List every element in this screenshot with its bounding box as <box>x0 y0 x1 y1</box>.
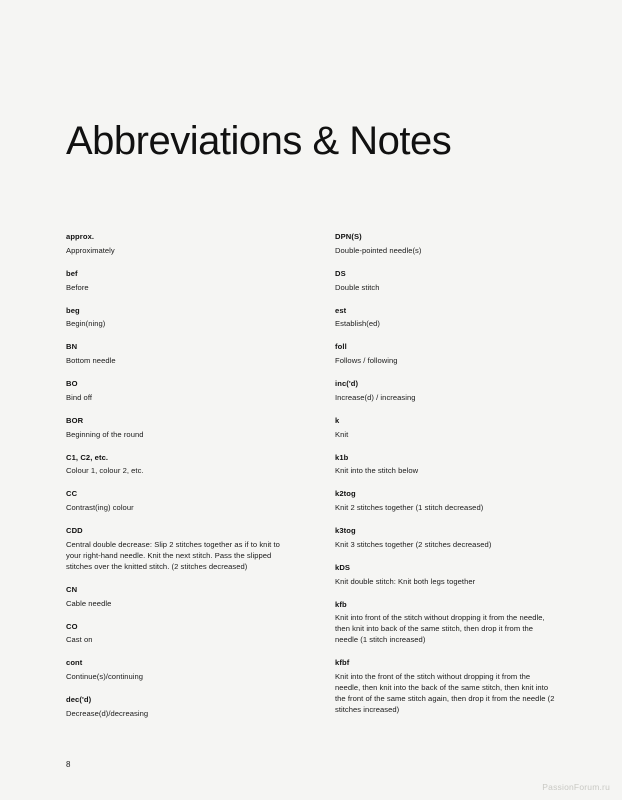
abbreviation-entry <box>66 232 288 256</box>
abbreviation-definition: Decrease(d)/decreasing <box>66 708 149 718</box>
abbreviation-entry <box>66 269 288 293</box>
abbreviation-entry <box>335 379 557 403</box>
abbreviation-definition: Cast on <box>66 635 93 645</box>
abbreviation-definition: Double stitch <box>335 282 380 292</box>
abbreviation-definition: Knit into the stitch below <box>335 466 419 476</box>
abbreviation-term: kDS <box>335 562 351 572</box>
abbreviation-definition: Knit double stitch: Knit both legs together <box>335 576 476 586</box>
abbreviation-definition: Knit into front of the stitch without dropping it from the needle, then knit into back of the same stitch, then drop it from the needle (1 stitch increased) <box>335 613 545 645</box>
abbreviations-column-left <box>66 232 288 732</box>
abbreviation-term: beg <box>66 305 80 315</box>
abbreviation-definition: Knit 2 stitches together (1 stitch decreased) <box>335 503 484 512</box>
watermark: PassionForum.ru <box>542 782 610 792</box>
abbreviation-entry <box>335 563 557 587</box>
abbreviation-entry <box>66 342 288 366</box>
abbreviation-definition: Central double decrease: Slip 2 stitches together as if to knit to your right-hand needle. Knit the next stitch. Pass the slipped stitches over the knitted stitch. (2 stitches decreased) <box>66 539 280 571</box>
abbreviation-term: k2tog <box>335 489 356 499</box>
abbreviation-term: CDD <box>66 526 83 535</box>
abbreviation-entry <box>335 306 557 330</box>
abbreviation-term: k1b <box>335 452 349 462</box>
abbreviation-entry <box>335 600 557 646</box>
abbreviation-definition: Follows / following <box>335 356 398 365</box>
abbreviation-entry <box>66 695 288 719</box>
abbreviation-term: kfbf <box>335 658 350 668</box>
abbreviation-entry <box>66 416 288 440</box>
abbreviation-entry <box>335 269 557 293</box>
page-number: 8 <box>66 760 71 769</box>
abbreviation-entry <box>335 232 557 256</box>
abbreviation-term: cont <box>66 658 83 668</box>
abbreviation-entry <box>66 585 288 609</box>
abbreviation-definition: Approximately <box>66 245 115 255</box>
abbreviation-term: C1, C2, etc. <box>66 452 109 462</box>
abbreviation-entry <box>66 658 288 682</box>
abbreviation-term: BOR <box>66 415 84 425</box>
abbreviation-term: foll <box>335 342 347 352</box>
abbreviation-definition: Before <box>66 282 89 292</box>
abbreviation-term: DS <box>335 268 346 278</box>
abbreviation-term: kfb <box>335 599 347 609</box>
abbreviation-entry <box>66 306 288 330</box>
abbreviation-entry <box>335 526 557 550</box>
abbreviation-definition: Establish(ed) <box>335 319 380 329</box>
abbreviation-entry <box>335 416 557 440</box>
abbreviation-term: bef <box>66 268 78 278</box>
abbreviation-term: BN <box>66 342 78 352</box>
abbreviation-term: BO <box>66 379 78 388</box>
abbreviation-term: k <box>335 415 340 425</box>
abbreviation-term: CC <box>66 489 78 499</box>
page-title: Abbreviations & Notes <box>66 118 452 163</box>
abbreviations-column-right <box>335 232 557 732</box>
abbreviation-definition: Bind off <box>66 392 93 402</box>
abbreviation-term: k3tog <box>335 526 356 535</box>
abbreviation-definition: Cable needle <box>66 598 112 608</box>
abbreviation-term: approx. <box>66 232 95 241</box>
abbreviation-entry <box>66 622 288 646</box>
abbreviation-term: est <box>335 305 347 315</box>
abbreviation-term: CN <box>66 584 78 594</box>
abbreviation-entry <box>66 379 288 403</box>
abbreviation-term: dec('d) <box>66 695 92 704</box>
abbreviation-term: inc('d) <box>335 379 359 388</box>
abbreviation-definition: Increase(d) / increasing <box>335 392 416 402</box>
abbreviation-definition: Beginning of the round <box>66 429 144 439</box>
abbreviations-columns <box>66 232 558 732</box>
abbreviation-term: DPN(S) <box>335 232 362 241</box>
abbreviation-definition: Knit 3 stitches together (2 stitches decreased) <box>335 539 492 549</box>
abbreviation-entry <box>335 453 557 477</box>
abbreviation-entry <box>66 453 288 477</box>
abbreviation-definition: Knit into the front of the stitch without dropping it from the needle, then knit into the back of the same stitch, then knit into the front of the same stitch again, then drop it from the needle (2 stitches increased) <box>335 672 555 714</box>
abbreviation-entry <box>335 342 557 366</box>
abbreviation-entry <box>335 658 557 715</box>
abbreviation-definition: Colour 1, colour 2, etc. <box>66 466 144 476</box>
abbreviation-entry <box>66 526 288 572</box>
abbreviation-definition: Double-pointed needle(s) <box>335 245 422 255</box>
abbreviation-definition: Begin(ning) <box>66 319 106 329</box>
abbreviation-definition: Bottom needle <box>66 356 116 365</box>
abbreviation-entry <box>335 489 557 513</box>
abbreviation-entry <box>66 489 288 513</box>
abbreviation-term: CO <box>66 621 78 631</box>
abbreviation-definition: Knit <box>335 429 349 439</box>
abbreviation-definition: Contrast(ing) colour <box>66 503 134 512</box>
abbreviation-definition: Continue(s)/continuing <box>66 672 144 681</box>
